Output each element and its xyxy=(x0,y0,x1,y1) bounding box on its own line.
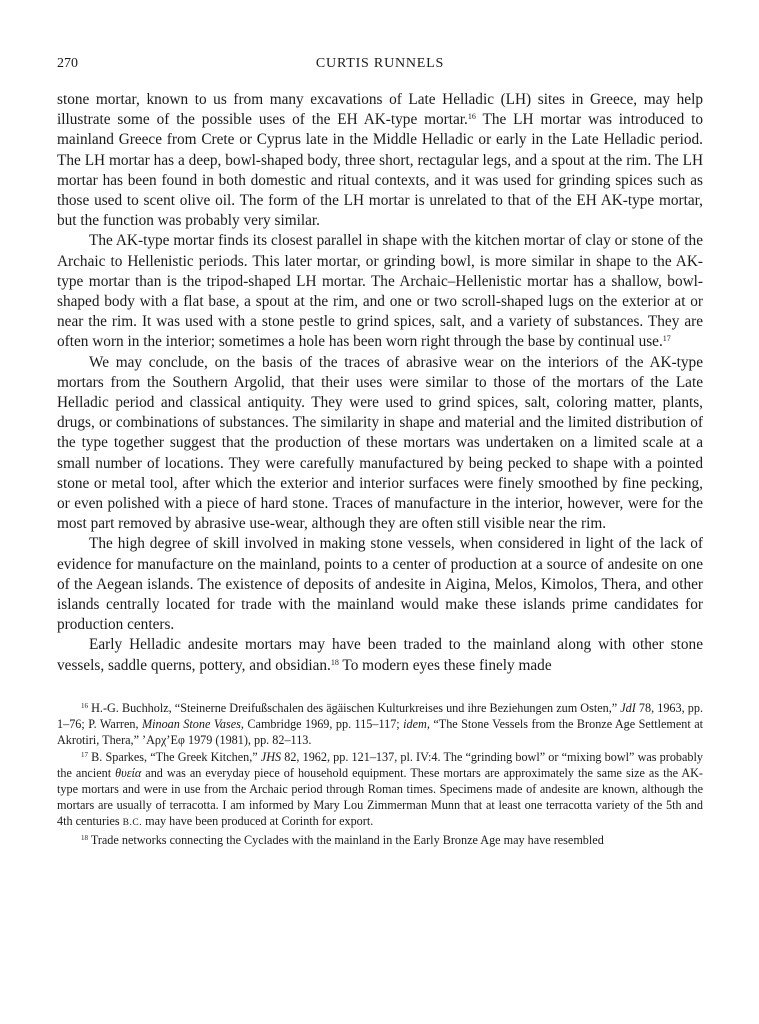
footnote-ref: 18 xyxy=(330,657,339,667)
footnote-18 xyxy=(57,832,703,848)
paragraph xyxy=(57,635,703,675)
running-header xyxy=(57,50,703,76)
running-head-author: CURTIS RUNNELS xyxy=(315,56,445,71)
footnote-text: Trade networks connecting the Cyclades with the mainland in the Early Bronze Age may have resembled xyxy=(88,832,604,847)
page-number: 270 xyxy=(57,56,78,71)
footnote-number: 17 xyxy=(81,750,88,759)
paragraph-text: The LH mortar was introduced to mainland Greece from Crete or Cyprus late in the Middle Helladic or early in the Late Helladic period. The LH mortar has a deep, bowl-shaped body, three short, rectagular legs, and a spout at the rim. The LH mortar has been found in both domestic and ritual contexts, and it was used for grinding spices such as those used to scent olive oil. The form of the LH mortar is unrelated to that of the EH AK-type mortar, but the function was probably very similar. xyxy=(57,111,704,230)
era-abbreviation: B.C. xyxy=(122,818,143,829)
footnote-text: H.-G. Buchholz, “Steinerne Dreifußschalen des ägäischen Kulturkreises und ihre Beziehungen zum Osten,” xyxy=(88,700,621,715)
footnote-text: 78, 1963, pp. 1–76; P. Warren, xyxy=(57,700,703,732)
idem: idem, xyxy=(403,717,430,732)
paragraph xyxy=(57,353,703,535)
paragraph xyxy=(57,90,703,231)
footnote-text: 82, 1962, pp. 121–137, pl. IV:4. The “grinding bowl” or “mixing bowl” was probably the ancient xyxy=(57,749,703,780)
footnote-16 xyxy=(57,700,703,749)
footnote-text: may have been produced at Corinth for export. xyxy=(142,814,374,829)
paragraph-text: stone mortar, known to us from many excavations of Late Helladic (LH) sites in Greece, may help illustrate some of the possible uses of the EH AK-type mortar. xyxy=(57,91,703,129)
footnote-text: B. Sparkes, “The Greek Kitchen,” xyxy=(88,749,261,764)
footnote-text: and was an everyday piece of household equipment. These mortars are approximately the same size as the AK-type mortars and were in use from the Archaic period through Roman times. Specimens made of andesite are known, although the mortars are usually of terracotta. I am informed by Mary Lou Zimmerman Munn that at least one terracotta variety of the 5th and 4th centuries xyxy=(57,765,703,829)
footnote-text: “The Stone Vessels from the Bronze Age Settlement at Akrotiri, Thera,” ’Αρχ’Εφ 1979 (1981), pp. 82–113. xyxy=(57,717,703,748)
paragraph-text: Early Helladic andesite mortars may have been traded to the mainland along with other stone vessels, saddle querns, pottery, and obsidian. xyxy=(57,636,703,674)
body-text xyxy=(57,90,703,676)
paragraph xyxy=(57,534,703,635)
footnote-ref: 16 xyxy=(467,112,476,122)
footnote-ref: 17 xyxy=(662,334,671,344)
greek-term: θυεία xyxy=(115,765,142,780)
paragraph-text: To modern eyes these finely made xyxy=(338,656,552,674)
footnotes xyxy=(57,700,703,848)
footnote-17 xyxy=(57,749,703,832)
footnote-number: 18 xyxy=(81,833,88,842)
journal-title: JdI xyxy=(620,700,636,715)
footnote-number: 16 xyxy=(81,701,88,710)
paragraph xyxy=(57,231,703,352)
journal-title: JHS xyxy=(260,749,282,764)
book-title: Minoan Stone Vases, xyxy=(141,717,244,732)
paragraph-text: The AK-type mortar finds its closest parallel in shape with the kitchen mortar of clay or stone of the Archaic to Hellenistic periods. This later mortar, or grinding bowl, is more similar in shape to the AK-type mortar than is the tripod-shaped LH mortar. The Archaic–Hellenistic mortar has a shallow, bowl-shaped body with a flat base, a spout at the rim, and one or two scroll-shaped lugs on the exterior at or near the rim. It was used with a stone pestle to grind spices, salt, and a variety of substances. They are often worn in the interior; sometimes a hole has been worn right through the base by continual use. xyxy=(57,232,703,351)
paragraph-text: We may conclude, on the basis of the traces of abrasive wear on the interiors of the AK-type mortars from the Southern Argolid, that their uses were similar to those of the mortars of the Late Helladic period and classical antiquity. They were used to grind spices, salt, coloring matter, plants, drugs, or combinations of substances. The similarity in shape and material and the limited distribution of the type together suggest that the production of these mortars was undertaken on a limited scale at a small number of locations. They were carefully manufactured by being pecked to shape with a pointed stone or metal tool, after which the exterior and interior surfaces were finely smoothed by fine pecking, or even polished with a piece of hard stone. Traces of manufacture in the interior, however, were for the most part removed by abrasive use-wear, although they are often still visible near the rim. xyxy=(57,353,703,533)
footnote-text: Cambridge 1969, pp. 115–117; xyxy=(243,717,404,732)
page xyxy=(57,50,703,848)
paragraph-text: The high degree of skill involved in making stone vessels, when considered in light of the lack of evidence for manufacture on the mainland, points to a center of production at a source of andesite on one of the Aegean islands. The existence of deposits of andesite in Aigina, Melos, Kimolos, Thera, and other islands centrally located for trade with the mainland would make these islands prime candidates for production centers. xyxy=(57,535,703,634)
